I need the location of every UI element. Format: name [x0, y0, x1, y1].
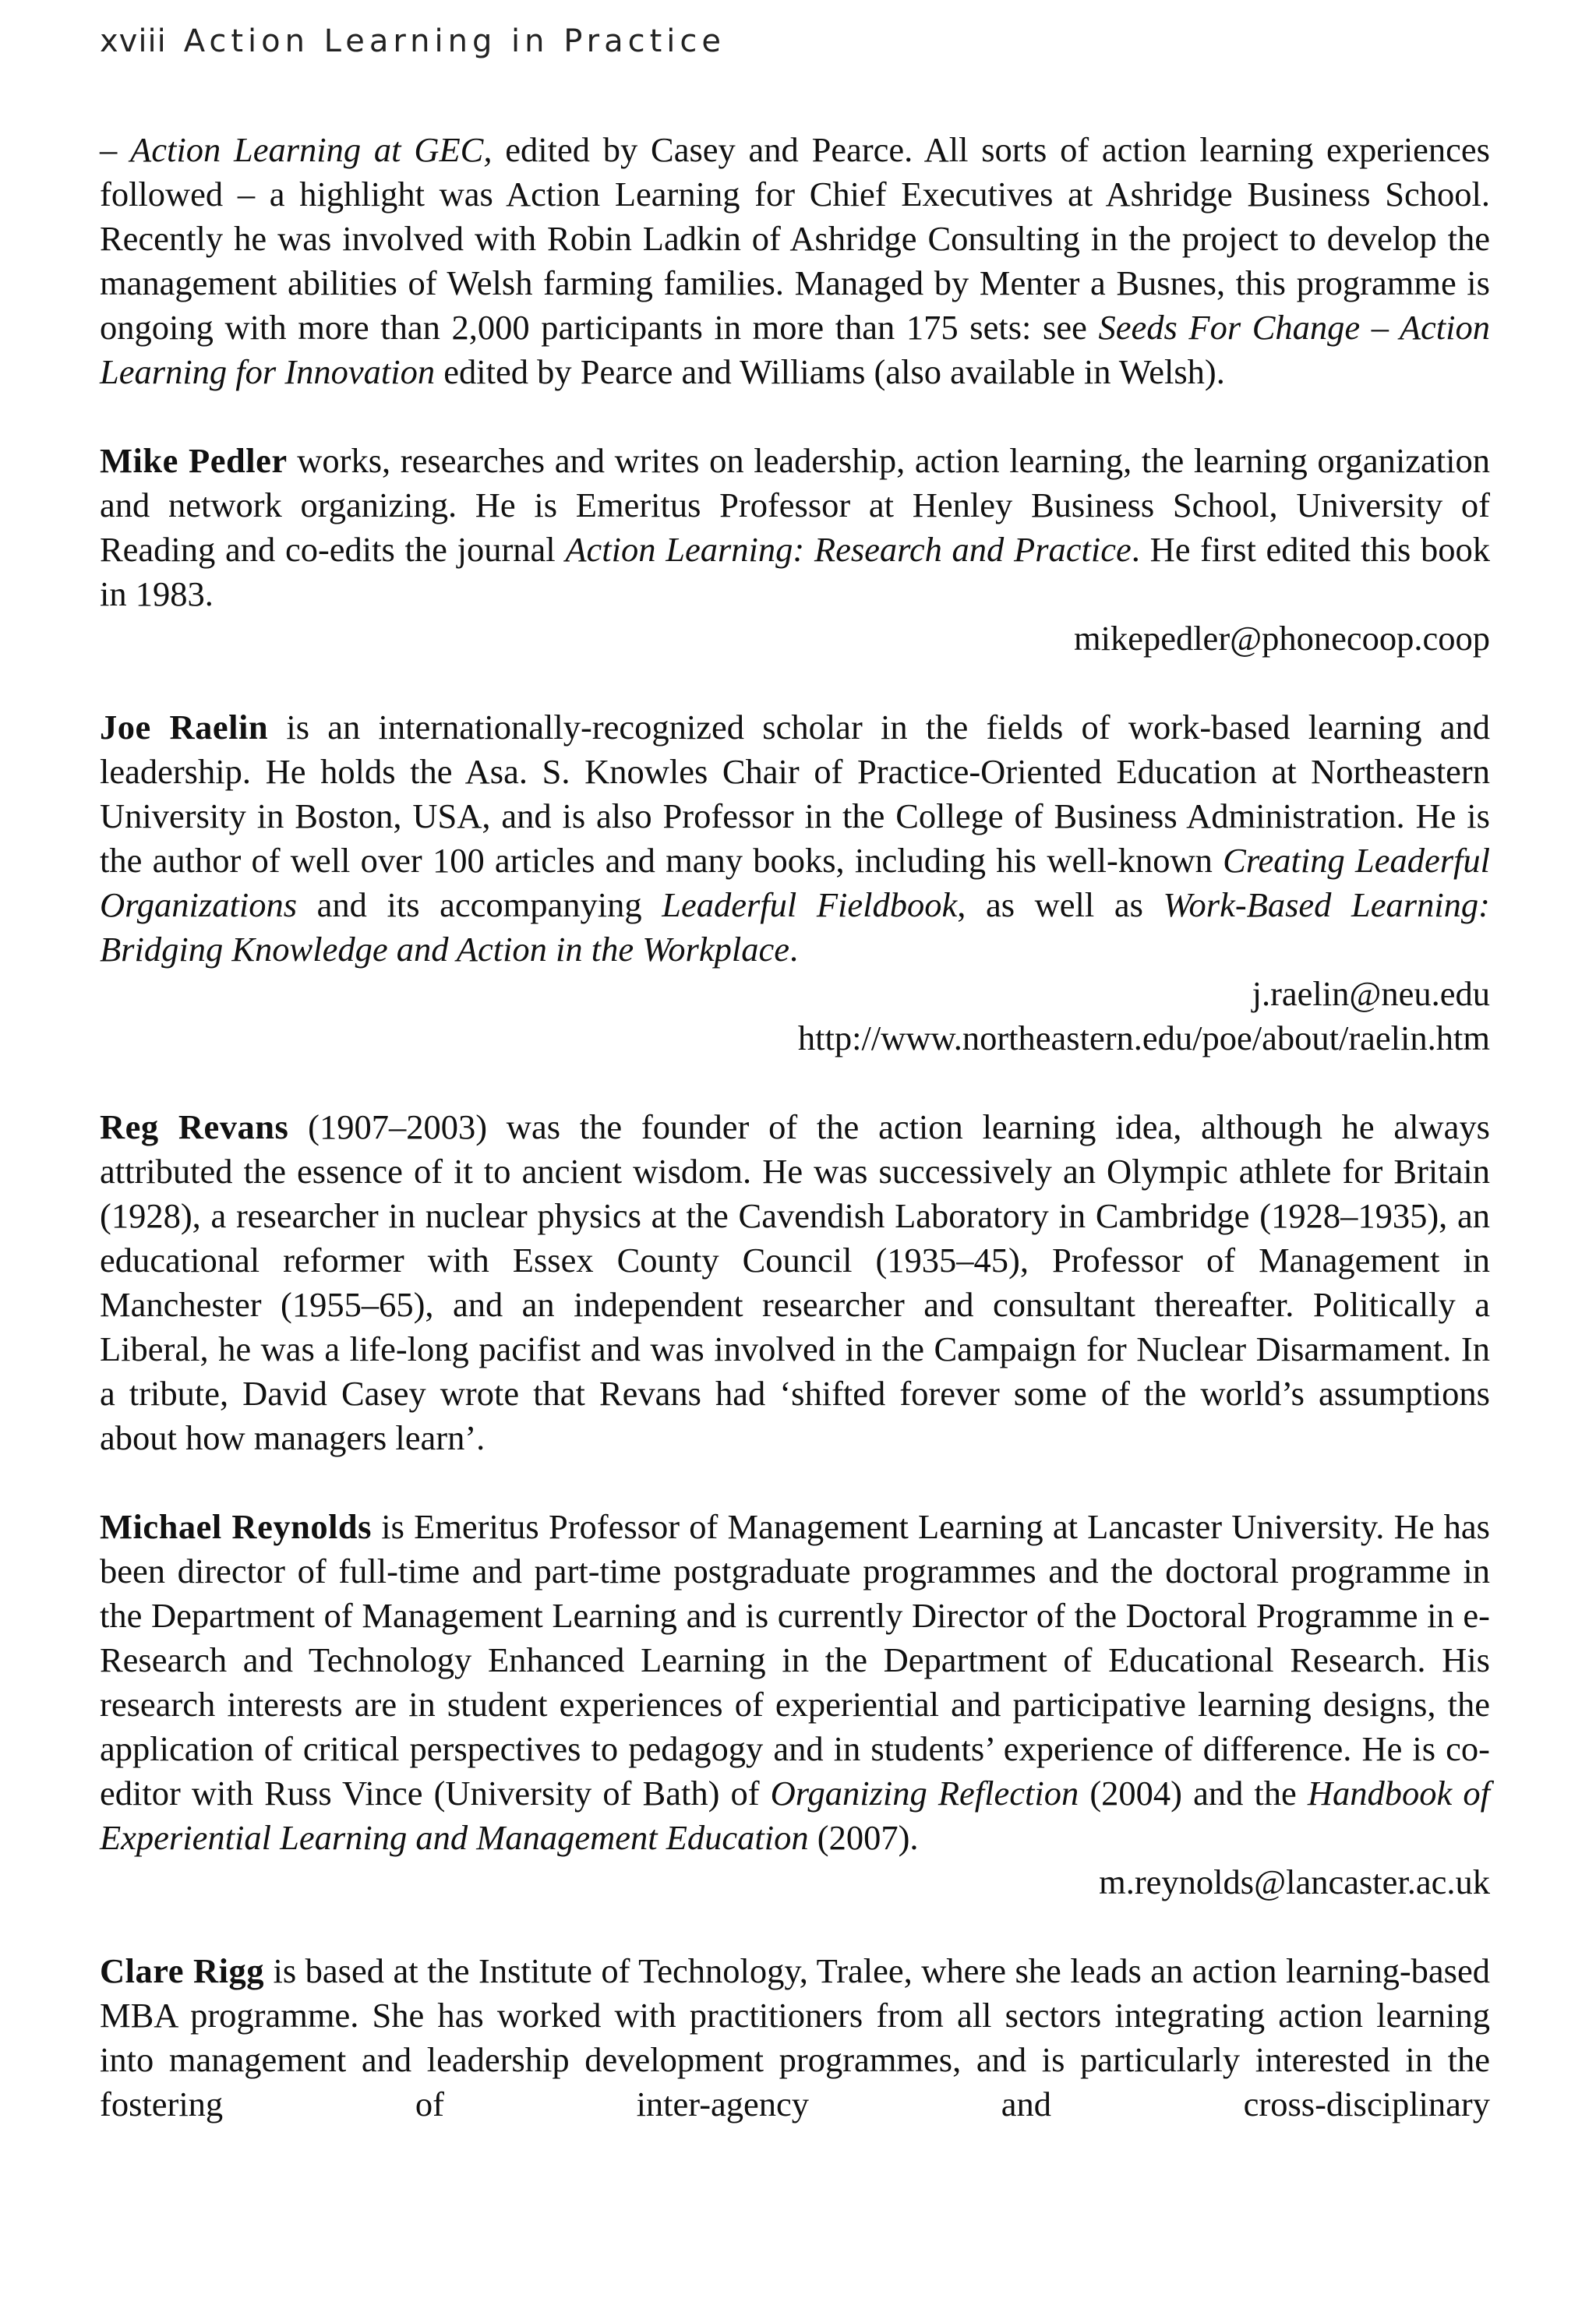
book-title: Seeds For Change – Action Learning for Innovation — [100, 308, 1491, 391]
author-name: Mike Pedler — [100, 441, 288, 480]
bio-rigg — [100, 1949, 1490, 2127]
book-title: Creating Leaderful Organizations — [100, 841, 1491, 924]
author-name: Joe Raelin — [100, 708, 269, 747]
running-title: Action Learning in Practice — [183, 23, 726, 59]
book-title: Work-Based Learning: Bridging Knowledge and Action in the Workplace — [100, 885, 1490, 969]
intro-paragraph — [100, 128, 1490, 394]
book-title: Organizing Reflection — [770, 1774, 1079, 1813]
book-title: Leaderful Fieldbook — [662, 885, 958, 924]
book-title: Handbook of Experiential Learning and Management Education — [100, 1774, 1490, 1857]
url-raelin: http://www.northeastern.edu/poe/about/raelin.htm — [797, 1019, 1490, 1057]
email-pedler: mikepedler@phonecoop.coop — [1073, 619, 1490, 658]
text-run: , as well as — [957, 885, 1163, 924]
text-run: . He first edited this book in 1983. — [100, 530, 1490, 613]
text-run: and its accompanying — [297, 885, 662, 924]
bio-revans — [100, 1105, 1490, 1460]
book-title: Action Learning at GEC, — [130, 130, 493, 169]
text-run: is Emeritus Professor of Management Learning at Lancaster University. He has been director of full-time and part-time postgraduate programmes and the doctoral programme in the Department of Management Learning and is currently Director of the Doctoral Programme in e-Research and Technology Enhanced Learning in the Department of Educational Research. His research interests are in student experiences of experiential and participative learning designs, the application of critical perspectives to pedagogy and in students’ experience of difference. He is co-editor with Russ Vince (University of Bath) of — [100, 1507, 1490, 1813]
text-run: – — [100, 130, 131, 169]
text-run: is an internationally-recognized scholar in the fields of work-based learning and leadership. He holds the Asa. S. Knowles Chair of Practice-Oriented Education at Northeastern University in Boston, USA, and is also Professor in the College of Business Administration. He is the author of well over 100 articles and many books, including his well-known — [100, 708, 1490, 880]
email-raelin: j.raelin@neu.edu — [1252, 974, 1490, 1013]
text-run: . — [789, 930, 799, 969]
bio-pedler — [100, 439, 1490, 616]
journal-title: Action Learning: Research and Practice — [565, 530, 1132, 569]
email-reynolds: m.reynolds@lancaster.ac.uk — [1099, 1862, 1490, 1901]
text-run: (2007). — [808, 1818, 919, 1857]
running-header — [100, 23, 726, 59]
bio-reynolds — [100, 1505, 1490, 1860]
author-name: Reg Revans — [100, 1107, 289, 1146]
author-name: Michael Reynolds — [100, 1507, 372, 1546]
text-run: is based at the Institute of Technology, Tralee, where she leads an action learning-based MBA programme. She has worked with practitioners from all sectors integrating action learning into management and leadership development programmes, and is particularly interested in the fostering of inter-agency and cross-disciplinary — [100, 1951, 1490, 2124]
text-run: works, researches and writes on leadership, action learning, the learning organization and network organizing. He is Emeritus Professor at Henley Business School, University of Reading and co-edits the journal — [100, 441, 1490, 569]
text-run: edited by Casey and Pearce. All sorts of action learning experiences followed – a highlight was Action Learning for Chief Executives at Ashridge Business School. Recently he was involved with Robin Ladkin of Ashridge Consulting in the project to develop the management abilities of Welsh farming families. Managed by Menter a Busnes, this programme is ongoing with more than 2,000 participants in more than 175 sets: see — [100, 130, 1490, 347]
body-text — [100, 128, 1490, 2127]
text-run: edited by Pearce and Williams (also available in Welsh). — [435, 352, 1225, 391]
bio-raelin — [100, 705, 1490, 972]
page-number: xviii — [100, 23, 167, 59]
author-name: Clare Rigg — [100, 1951, 264, 1990]
text-run: (1907–2003) was the founder of the action learning idea, although he always attributed the essence of it to ancient wisdom. He was successively an Olympic athlete for Britain (1928), a researcher in nuclear physics at the Cavendish Laboratory in Cambridge (1928–1935), an educational reformer with Essex County Council (1935–45), Professor of Management in Manchester (1955–65), and an independent researcher and consultant thereafter. Politically a Liberal, he was a life-long pacifist and was involved in the Campaign for Nuclear Disarmament. In a tribute, David Casey wrote that Revans had ‘shifted forever some of the world’s assumptions about how managers learn’. — [100, 1107, 1490, 1457]
text-run: (2004) and the — [1079, 1774, 1308, 1813]
